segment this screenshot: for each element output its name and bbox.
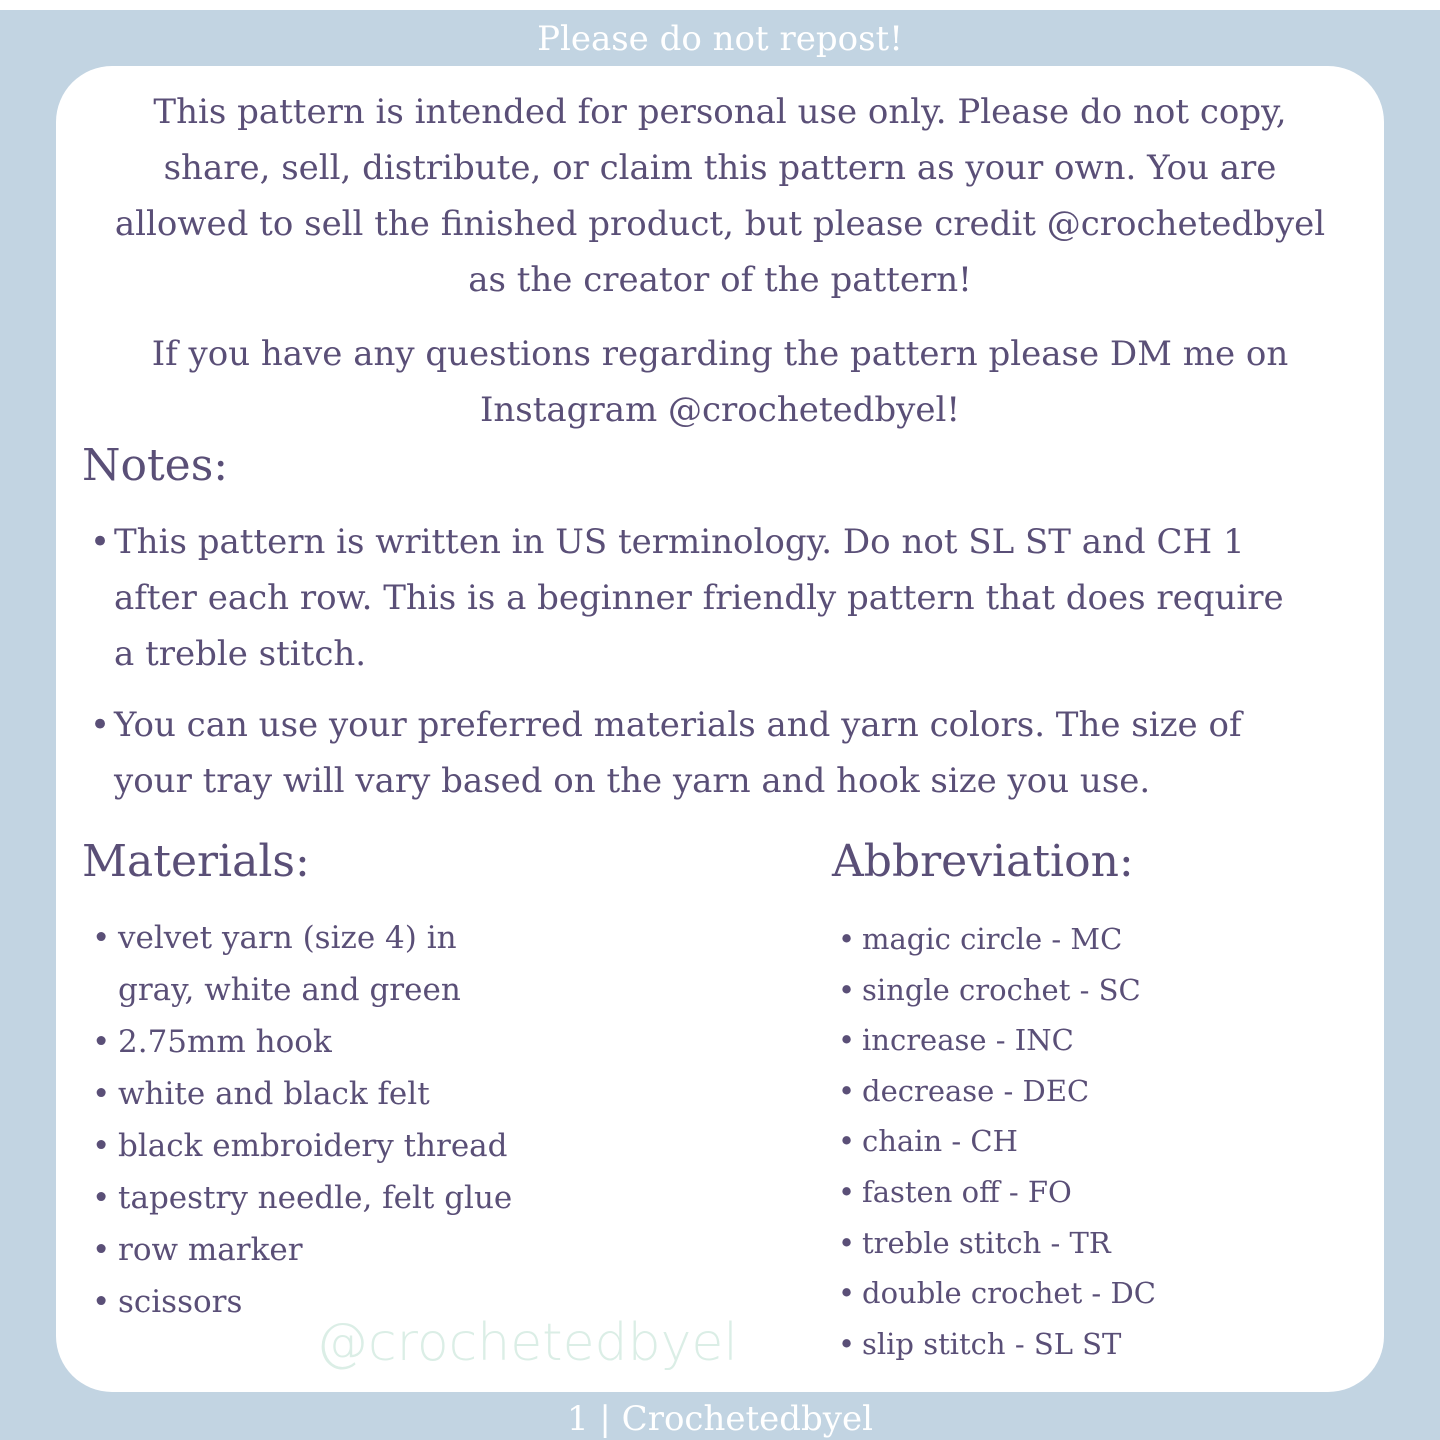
bullet-icon: • bbox=[838, 1326, 856, 1361]
materials-item-text: row marker bbox=[118, 1232, 303, 1268]
notes-title: Notes: bbox=[82, 440, 229, 491]
materials-item bbox=[86, 1172, 746, 1224]
bullet-icon: • bbox=[838, 972, 856, 1007]
abbreviation-item-text: double crochet - DC bbox=[862, 1276, 1156, 1311]
bullet-icon: • bbox=[92, 1180, 111, 1216]
abbreviation-item bbox=[832, 1167, 1352, 1218]
bullet-icon: • bbox=[838, 1023, 856, 1058]
bullet-icon: • bbox=[92, 1128, 111, 1164]
materials-item bbox=[86, 1224, 746, 1276]
abbreviation-item bbox=[832, 1319, 1352, 1370]
materials-item-text: velvet yarn (size 4) in gray, white and green bbox=[118, 920, 461, 1008]
bullet-icon: • bbox=[838, 1174, 856, 1209]
intro-paragraph-questions: If you have any questions regarding the pattern please DM me on Instagram @crochetedbyel! bbox=[151, 334, 1289, 430]
abbreviation-title: Abbreviation: bbox=[832, 836, 1134, 887]
abbreviation-item bbox=[832, 1268, 1352, 1319]
intro-section bbox=[96, 84, 1344, 438]
materials-item-text: 2.75mm hook bbox=[118, 1024, 332, 1060]
bullet-icon: • bbox=[92, 920, 111, 956]
footer: 1 | Crochetedbyel bbox=[566, 1399, 874, 1439]
abbreviation-item bbox=[832, 1218, 1352, 1269]
notes-item-text: You can use your preferred materials and yarn colors. The size of your tray will vary based on the yarn and hook size you use. bbox=[114, 705, 1242, 801]
materials-item-text: black embroidery thread bbox=[118, 1128, 508, 1164]
abbreviation-item-text: decrease - DEC bbox=[862, 1073, 1090, 1108]
bullet-icon: • bbox=[838, 1225, 856, 1260]
bullet-icon: • bbox=[838, 1073, 856, 1108]
materials-list bbox=[86, 912, 746, 1328]
bullet-icon: • bbox=[92, 1076, 111, 1112]
materials-item-text: scissors bbox=[118, 1284, 243, 1320]
abbreviation-item-text: fasten off - FO bbox=[862, 1174, 1072, 1209]
abbreviation-item-text: slip stitch - SL ST bbox=[862, 1326, 1122, 1361]
notes-item bbox=[90, 697, 1290, 809]
materials-item bbox=[86, 1120, 746, 1172]
abbreviation-item bbox=[832, 914, 1352, 965]
bullet-icon: • bbox=[90, 705, 111, 745]
abbreviation-item-text: increase - INC bbox=[862, 1023, 1074, 1058]
bullet-icon: • bbox=[90, 522, 111, 562]
materials-item bbox=[86, 1016, 746, 1068]
notes-list bbox=[90, 514, 1290, 824]
top-banner: Please do not repost! bbox=[537, 19, 903, 59]
notes-item-text: This pattern is written in US terminology. Do not SL ST and CH 1 after each row. This is a beginner friendly pattern that does require a treble stitch. bbox=[114, 522, 1284, 674]
materials-item-text: white and black felt bbox=[118, 1076, 430, 1112]
abbreviation-item-text: magic circle - MC bbox=[862, 922, 1123, 956]
abbreviation-item bbox=[832, 1015, 1352, 1066]
abbreviation-item-text: treble stitch - TR bbox=[862, 1225, 1111, 1260]
abbreviation-item-text: chain - CH bbox=[862, 1124, 1018, 1159]
bullet-icon: • bbox=[92, 1232, 111, 1268]
bullet-icon: • bbox=[92, 1284, 111, 1320]
abbreviation-item bbox=[832, 965, 1352, 1016]
abbreviation-item-text: single crochet - SC bbox=[862, 972, 1141, 1007]
materials-item bbox=[86, 912, 746, 1016]
materials-item bbox=[86, 1068, 746, 1120]
intro-paragraph-usage: This pattern is intended for personal use only. Please do not copy, share, sell, distribute, or claim this pattern as your own. You are allowed to sell the finished product, but please credit @crochetedbyel as the creator of the pattern! bbox=[114, 92, 1326, 300]
watermark: @crochetedbyel bbox=[316, 1313, 738, 1373]
bullet-icon: • bbox=[92, 1024, 111, 1060]
materials-title: Materials: bbox=[82, 836, 310, 887]
materials-item-text: tapestry needle, felt glue bbox=[118, 1180, 513, 1216]
bullet-icon: • bbox=[838, 922, 856, 956]
bullet-icon: • bbox=[838, 1276, 856, 1311]
bullet-icon: • bbox=[838, 1124, 856, 1159]
notes-item bbox=[90, 514, 1290, 682]
abbreviation-item bbox=[832, 1066, 1352, 1117]
abbreviation-list bbox=[832, 914, 1352, 1369]
abbreviation-item bbox=[832, 1116, 1352, 1167]
